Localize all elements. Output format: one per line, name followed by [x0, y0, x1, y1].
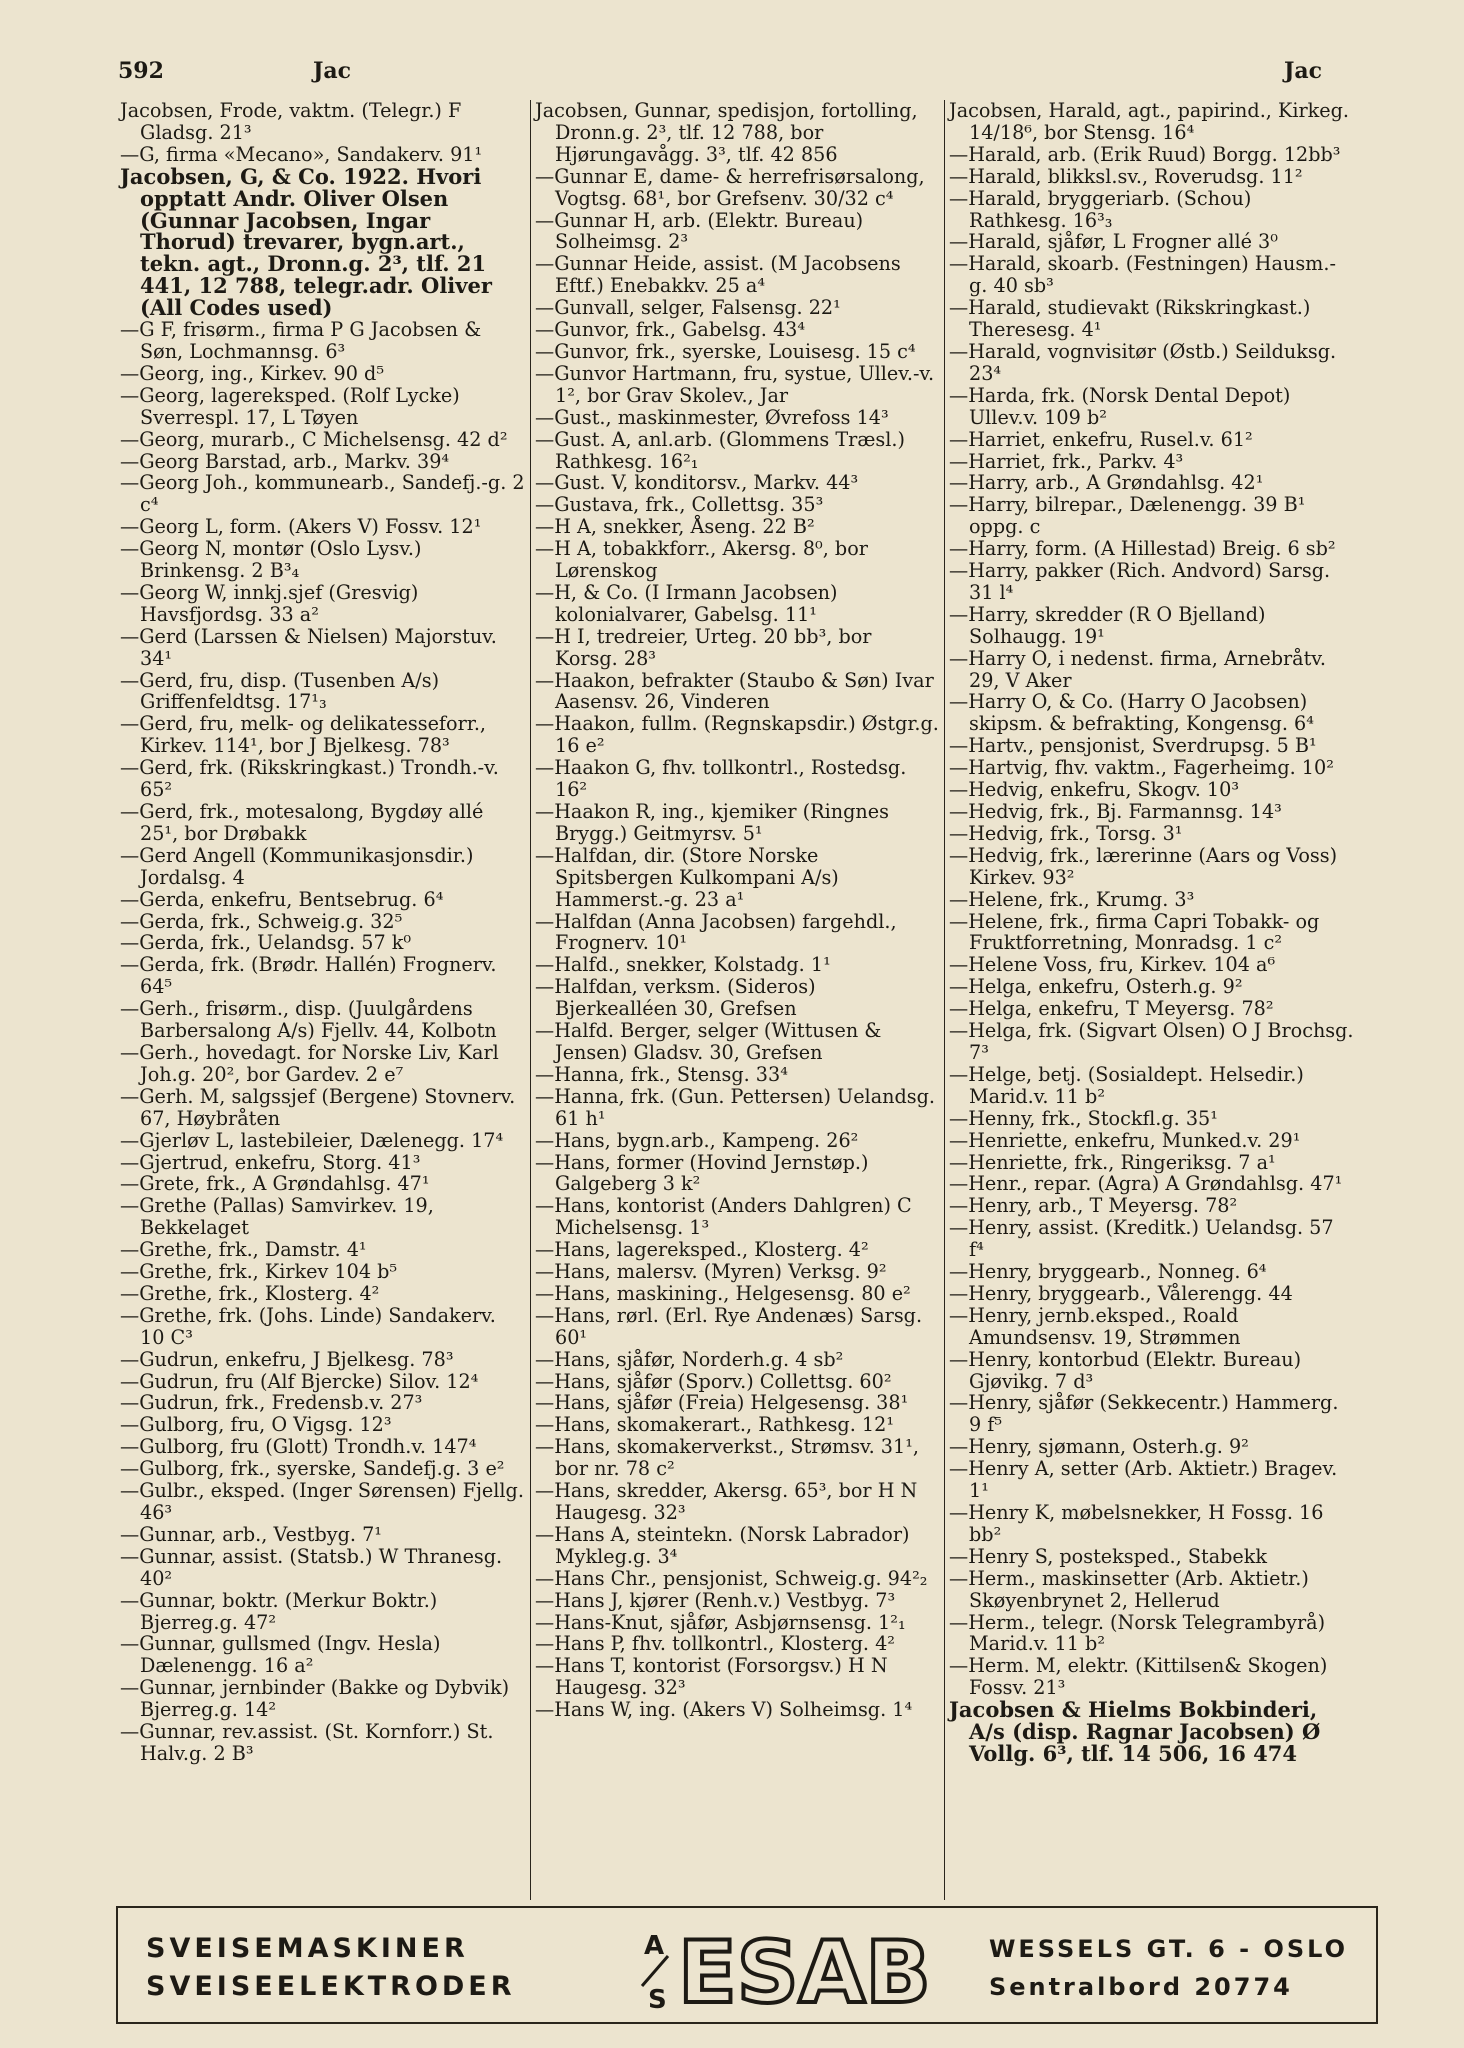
- directory-entry: —Helene Voss, fru, Kirkev. 104 a⁶: [949, 953, 1276, 977]
- directory-entry: —Helene, frk., Krumg. 3³: [949, 887, 1195, 911]
- advertisement-box: [116, 1906, 1378, 2024]
- directory-entry: —Harald, bryggeriarb. (Schou) Rathkesg. 16³₃: [949, 186, 1252, 232]
- directory-entry: —Hedvig, enkefru, Skogv. 10³: [949, 778, 1240, 802]
- directory-entry: —Hedvig, frk., Torsg. 3¹: [949, 821, 1183, 845]
- directory-entry: Jacobsen, Frode, vaktm. (Telegr.) F Gladsg. 21³: [120, 99, 462, 144]
- directory-entry: —Hanna, frk. (Gun. Pettersen) Uelandsg. 61 h¹: [535, 1084, 936, 1130]
- directory-entry: —Gunnar Heide, assist. (M Jacobsens Eftf.) Enebakkv. 25 a⁴: [535, 252, 901, 298]
- ad-phone-line: Sentralbord 20774: [988, 1973, 1293, 2001]
- directory-entry: —Grethe, frk., Klosterg. 4²: [120, 1281, 380, 1305]
- directory-entry: —Gerd Angell (Kommunikasjonsdir.) Jordalsg. 4: [120, 843, 474, 889]
- directory-entry: —Hartv., pensjonist, Sverdrupsg. 5 B¹: [949, 734, 1317, 758]
- directory-entry: —Gunnar H, arb. (Elektr. Bureau) Solheimsg. 2³: [535, 208, 864, 254]
- directory-entry: —Harald, blikksl.sv., Roverudsg. 11²: [949, 164, 1303, 188]
- directory-entry: —Georg L, form. (Akers V) Fossv. 12¹: [120, 515, 482, 539]
- directory-entry: —Harald, arb. (Erik Ruud) Borgg. 12bb³: [949, 142, 1341, 166]
- directory-entry: —Henry K, møbelsnekker, H Fossg. 16 bb²: [949, 1501, 1324, 1546]
- ad-product-line-2: SVEISEELEKTRODER: [146, 1971, 516, 2002]
- directory-entry: —Henry, jernb.eksped., Roald Amundsensv. 19, Strømmen: [949, 1303, 1241, 1349]
- directory-entry: —Haakon G, fhv. tollkontrl., Rostedsg. 16²: [535, 756, 907, 802]
- directory-entry: —Hans, maskining., Helgesensg. 80 e²: [535, 1281, 911, 1305]
- directory-entry: —Grethe, frk., Kirkev 104 b⁵: [120, 1260, 398, 1284]
- directory-entry: —Grethe, frk., Damstr. 4¹: [120, 1238, 367, 1262]
- directory-entry: —Helga, enkefru, T Meyersg. 78²: [949, 997, 1274, 1021]
- directory-entry: —Gust. A, anl.arb. (Glommens Træsl.) Rathkesg. 16²₁: [535, 427, 905, 473]
- directory-entry: —Gustava, frk., Collettsg. 35³: [535, 493, 824, 517]
- directory-entry: —Gunnar, jernbinder (Bakke og Dybvik) Bjerreg.g. 14²: [120, 1676, 510, 1722]
- directory-entry: —Hans J, kjører (Renh.v.) Vestbyg. 7³: [535, 1588, 896, 1612]
- directory-entry: —Gerd, frk., motesalong, Bygdøy allé 25¹, bor Drøbakk: [120, 800, 484, 845]
- directory-entry: —Gerh., hovedagt. for Norske Liv, Karl Joh.g. 20², bor Gardev. 2 e⁷: [120, 1040, 499, 1086]
- directory-entry: —Henny, frk., Stockfl.g. 35¹: [949, 1106, 1218, 1130]
- directory-entry: —Harda, frk. (Norsk Dental Depot) Ullev.v. 109 b²: [949, 383, 1291, 429]
- directory-entry: Jacobsen & Hielms Bokbinderi, A/s (disp. Ragnar Jacobsen) Ø Vollg. 6³, tlf. 14 506, 16 474: [949, 1697, 1321, 1766]
- page-header: [118, 58, 1398, 88]
- directory-entry: —Gerda, frk., Uelandsg. 57 k⁰: [120, 931, 412, 955]
- directory-entry: —Harry O, & Co. (Harry O Jacobsen) skipsm. & befrakting, Kongensg. 6⁴: [949, 690, 1314, 736]
- logo-as-bottom: S: [648, 1985, 667, 2015]
- directory-entry: —Harald, studievakt (Rikskringkast.) Theresesg. 4¹: [949, 296, 1311, 342]
- directory-entry: —Harald, skoarb. (Festningen) Hausm.-g. 40 sb³: [949, 252, 1336, 298]
- directory-entry: —Hans Chr., pensjonist, Schweig.g. 94²₂: [535, 1566, 928, 1590]
- directory-entry: —Hans, bygn.arb., Kampeng. 26²: [535, 1128, 859, 1152]
- directory-entry: —Henry, sjømann, Osterh.g. 9²: [949, 1435, 1249, 1459]
- directory-entry: —Hans, skomakerverkst., Strømsv. 31¹, bor nr. 78 c²: [535, 1435, 920, 1481]
- directory-entry: —Hedvig, frk., lærerinne (Aars og Voss) Kirkev. 93²: [949, 843, 1338, 889]
- directory-entry: —Harry, skredder (R O Bjelland) Solhaugg. 19¹: [949, 602, 1266, 648]
- directory-entry: —Gudrun, frk., Fredensb.v. 27³: [120, 1391, 423, 1415]
- directory-entry: —Harald, vognvisitør (Østb.) Seilduksg. 23⁴: [949, 339, 1337, 385]
- directory-entry: —Harry, pakker (Rich. Andvord) Sarsg. 31 l⁴: [949, 559, 1331, 604]
- directory-entry: —Hans, sjåfør, Norderh.g. 4 sb²: [535, 1347, 844, 1371]
- directory-entry: —Harriet, enkefru, Rusel.v. 61²: [949, 427, 1253, 451]
- column-1: [116, 100, 530, 1900]
- directory-entry: —Hans, former (Hovind Jernstøp.) Galgeberg 3 k²: [535, 1150, 869, 1196]
- directory-entry: —Henry A, setter (Arb. Aktietr.) Bragev. 1¹: [949, 1457, 1338, 1503]
- running-head-right: Jac: [1284, 58, 1323, 84]
- directory-entry: —Gulborg, frk., syerske, Sandefj.g. 3 e²: [120, 1457, 505, 1481]
- directory-entry: —Hans, skredder, Akersg. 65³, bor H N Haugesg. 32³: [535, 1479, 918, 1524]
- directory-entry: —Gudrun, fru (Alf Bjercke) Silov. 12⁴: [120, 1369, 479, 1393]
- directory-entry: —Henry, kontorbud (Elektr. Bureau) Gjøvikg. 7 d³: [949, 1347, 1302, 1393]
- directory-entry: —Helga, frk. (Sigvart Olsen) O J Brochsg. 7³: [949, 1019, 1354, 1064]
- directory-entry: —Gudrun, enkefru, J Bjelkesg. 78³: [120, 1347, 454, 1371]
- directory-entry: —Gunvor, frk., Gabelsg. 43⁴: [535, 318, 806, 342]
- directory-entry: —Henry, assist. (Kreditk.) Uelandsg. 57 f⁴: [949, 1216, 1334, 1262]
- directory-entry: —Hans-Knut, sjåfør, Asbjørnsensg. 1²₁: [535, 1610, 906, 1634]
- page-number: 592: [118, 58, 164, 84]
- directory-entry: —Halfd. Berger, selger (Wittusen & Jensen) Gladsv. 30, Grefsen: [535, 1019, 882, 1064]
- directory-entry: —Hanna, frk., Stensg. 33⁴: [535, 1062, 788, 1086]
- directory-entry: —H A, tobakkforr., Akersg. 8⁰, bor Lørenskog: [535, 537, 868, 583]
- directory-entry: —Hartvig, fhv. vaktm., Fagerheimg. 10²: [949, 756, 1334, 780]
- directory-entry: —Gerh. M, salgssjef (Bergene) Stovnerv. 67, Høybråten: [120, 1084, 516, 1130]
- directory-entry: Jacobsen, G, & Co. 1922. Hvori opptatt Andr. Oliver Olsen (Gunnar Jacobsen, Ingar Thorud) trevarer, bygn.art., tekn. agt., Dronn.g. 2³, tlf. 21 441, 12 788, telegr.adr. Oliver (All Codes used): [120, 163, 492, 321]
- directory-entry: —Gulborg, fru, O Vigsg. 12³: [120, 1413, 392, 1437]
- directory-entry: —H A, snekker, Åseng. 22 B²: [535, 515, 815, 539]
- directory-entry: —Gunnar, rev.assist. (St. Kornforr.) St. Halv.g. 2 B³: [120, 1720, 494, 1765]
- directory-entry: —Georg, murarb., C Michelsensg. 42 d²: [120, 427, 508, 451]
- directory-entry: —Georg Joh., kommunearb., Sandefj.-g. 2 c⁴: [120, 471, 525, 517]
- logo-as-top: A: [644, 1931, 665, 1961]
- directory-entry: —Gerd, fru, melk- og delikatesseforr., Kirkev. 114¹, bor J Bjelkesg. 78³: [120, 712, 487, 758]
- directory-entry: —Hans, sjåfør (Sporv.) Collettsg. 60²: [535, 1369, 892, 1393]
- directory-entry: —Grethe (Pallas) Samvirkev. 19, Bekkelaget: [120, 1194, 434, 1240]
- directory-entry: —Harry O, i nedenst. firma, Arnebråtv. 29, V Aker: [949, 646, 1326, 692]
- directory-entry: —Henry, bryggearb., Vålerengg. 44: [949, 1281, 1293, 1305]
- directory-entry: —Hans T, kontorist (Forsorgsv.) H N Haugesg. 32³: [535, 1654, 888, 1700]
- directory-entry: —Gerh., frisørm., disp. (Juulgårdens Barbersalong A/s) Fjellv. 44, Kolbotn: [120, 997, 497, 1043]
- directory-entry: —Gunnar, assist. (Statsb.) W Thranesg. 40²: [120, 1544, 503, 1590]
- directory-entry: Jacobsen, Harald, agt., papirind., Kirkeg. 14/18⁶, bor Stensg. 16⁴: [949, 99, 1349, 144]
- directory-entry: —Hans P, fhv. tollkontrl., Klosterg. 4²: [535, 1632, 895, 1656]
- directory-entry: —Harry, form. (A Hillestad) Breig. 6 sb²: [949, 537, 1336, 561]
- directory-entry: —Gerd, fru, disp. (Tusenben A/s) Griffenfeldtsg. 17¹₃: [120, 668, 440, 714]
- directory-entry: —Hans, malersv. (Myren) Verksg. 9²: [535, 1260, 887, 1284]
- ad-products: [146, 1930, 516, 2006]
- directory-entry: —Grete, frk., A Grøndahlsg. 47¹: [120, 1172, 430, 1196]
- directory-entry: —Henry, bryggearb., Nonneg. 6⁴: [949, 1260, 1267, 1284]
- directory-entry: —Gerd (Larssen & Nielsen) Majorstuv. 34¹: [120, 624, 497, 670]
- directory-entry: —Harry, arb., A Grøndahlsg. 42¹: [949, 471, 1264, 495]
- directory-entry: —Harald, sjåfør, L Frogner allé 3⁰: [949, 230, 1278, 254]
- ad-product-line-1: SVEISEMASKINER: [146, 1933, 469, 1964]
- directory-entry: —Helene, frk., firma Capri Tobakk- og Fruktforretning, Monradsg. 1 c²: [949, 909, 1320, 955]
- column-2: [530, 100, 944, 1900]
- running-head-left: Jac: [313, 58, 352, 84]
- directory-entry: —Herm., telegr. (Norsk Telegrambyrå) Marid.v. 11 b²: [949, 1610, 1326, 1656]
- ad-address: [989, 1930, 1348, 2006]
- directory-entry: —Hedvig, frk., Bj. Farmannsg. 14³: [949, 800, 1282, 823]
- directory-entry: —Georg W, innkj.sjef (Gresvig) Havsfjordsg. 33 a²: [120, 580, 419, 626]
- directory-entry: —Haakon R, ing., kjemiker (Ringnes Brygg.) Geitmyrsv. 5¹: [535, 800, 889, 845]
- directory-entry: —Haakon, befrakter (Staubo & Søn) Ivar Aasensv. 26, Vinderen: [535, 668, 934, 714]
- esab-logo: [638, 1916, 931, 2023]
- directory-entry: —Gulborg, fru (Glott) Trondh.v. 147⁴: [120, 1435, 477, 1459]
- directory-entry: —Gerda, frk. (Brødr. Hallén) Frognerv. 64⁵: [120, 953, 497, 999]
- directory-entry: —Gunnar, arb., Vestbyg. 7¹: [120, 1522, 382, 1546]
- directory-entry: —H, & Co. (I Irmann Jacobsen) kolonialvarer, Gabelsg. 11¹: [535, 580, 838, 626]
- directory-entry: —Gunvor, frk., syerske, Louisesg. 15 c⁴: [535, 339, 916, 363]
- ad-address-line: WESSELS GT. 6 - OSLO: [988, 1935, 1348, 1963]
- directory-entry: —Hans, lagereksped., Klosterg. 4²: [535, 1238, 869, 1262]
- directory-entry: —Georg, lagereksped. (Rolf Lycke) Sverrespl. 17, L Tøyen: [120, 383, 460, 429]
- directory-entry: —Hans W, ing. (Akers V) Solheimsg. 1⁴: [535, 1698, 913, 1722]
- directory-entry: —Gerd, frk. (Rikskringkast.) Trondh.-v. 65²: [120, 756, 499, 802]
- column-3: [944, 100, 1358, 1900]
- directory-entry: —G, firma «Mecano», Sandakerv. 91¹: [120, 142, 483, 166]
- directory-entry: —Henr., repar. (Agra) A Grøndahlsg. 47¹: [949, 1172, 1343, 1196]
- directory-entry: —Helga, enkefru, Osterh.g. 9²: [949, 975, 1243, 999]
- directory-entry: —Hans, rørl. (Erl. Rye Andenæs) Sarsg. 60¹: [535, 1303, 923, 1349]
- directory-entry: —Henriette, frk., Ringeriksg. 7 a¹: [949, 1150, 1276, 1174]
- directory-entry: —Harriet, frk., Parkv. 4³: [949, 449, 1184, 473]
- directory-entry: —Herm., maskinsetter (Arb. Aktietr.) Skøyenbrynet 2, Hellerud: [949, 1566, 1309, 1612]
- directory-entry: —Gjertrud, enkefru, Storg. 41³: [120, 1150, 421, 1174]
- directory-entry: —H I, tredreier, Urteg. 20 bb³, bor Korsg. 28³: [535, 624, 872, 670]
- directory-entry: —Henry, arb., T Meyersg. 78²: [949, 1194, 1238, 1218]
- directory-entry: —Gust. V, konditorsv., Markv. 44³: [535, 471, 859, 495]
- directory-entry: —Gerda, frk., Schweig.g. 32⁵: [120, 909, 403, 933]
- directory-entry: —Herm. M, elektr. (Kittilsen& Skogen) Fossv. 21³: [949, 1654, 1328, 1700]
- directory-entry: —Gjerløv L, lastebileier, Dælenegg. 17⁴: [120, 1128, 504, 1152]
- directory-entry: —Gunnar E, dame- & herrefrisørsalong, Vogtsg. 68¹, bor Grefsenv. 30/32 c⁴: [535, 164, 925, 210]
- directory-columns: [116, 100, 1378, 1900]
- directory-entry: —Gunnar, gullsmed (Ingv. Hesla) Dælenengg. 16 a²: [120, 1632, 441, 1678]
- directory-entry: —Halfd., snekker, Kolstadg. 1¹: [535, 953, 831, 977]
- directory-entry: —Gerda, enkefru, Bentsebrug. 6⁴: [120, 887, 444, 911]
- directory-entry: —Hans A, steintekn. (Norsk Labrador) Mykleg.g. 3⁴: [535, 1522, 910, 1568]
- directory-entry: —Gunvall, selger, Falsensg. 22¹: [535, 296, 841, 320]
- directory-entry: —Helge, betj. (Sosialdept. Helsedir.) Marid.v. 11 b²: [949, 1062, 1304, 1108]
- directory-entry: —Henry S, posteksped., Stabekk: [949, 1544, 1268, 1568]
- logo-esab-text: ESAB: [678, 1923, 931, 2023]
- directory-entry: —Henry, sjåfør (Sekkecentr.) Hammerg. 9 f⁵: [949, 1391, 1339, 1437]
- directory-entry: —G F, frisørm., firma P G Jacobsen & Søn, Lochmannsg. 6³: [120, 318, 482, 363]
- directory-entry: —Henriette, enkefru, Munked.v. 29¹: [949, 1128, 1301, 1152]
- directory-entry: —Gunvor Hartmann, fru, systue, Ullev.-v. 1², bor Grav Skolev., Jar: [535, 361, 935, 407]
- directory-entry: —Georg N, montør (Oslo Lysv.) Brinkensg. 2 B³₄: [120, 537, 422, 583]
- directory-entry: —Gust., maskinmester, Øvrefoss 14³: [535, 405, 889, 429]
- directory-entry: —Halfdan, verksm. (Sideros) Bjerkealléen 30, Grefsen: [535, 975, 816, 1021]
- directory-entry: —Hans, sjåfør (Freia) Helgesensg. 38¹: [535, 1391, 909, 1415]
- directory-entry: —Halfdan (Anna Jacobsen) fargehdl., Frognerv. 10¹: [535, 909, 897, 955]
- directory-entry: —Harry, bilrepar., Dælenengg. 39 B¹ oppg. c: [949, 493, 1306, 539]
- directory-entry: —Haakon, fullm. (Regnskapsdir.) Østgr.g. 16 e²: [535, 712, 939, 758]
- directory-entry: —Gunnar, boktr. (Merkur Boktr.) Bjerreg.g. 47²: [120, 1588, 438, 1634]
- directory-entry: —Hans, kontorist (Anders Dahlgren) C Michelsensg. 1³: [535, 1194, 912, 1240]
- directory-entry: —Grethe, frk. (Johs. Linde) Sandakerv. 10 C³: [120, 1303, 496, 1349]
- directory-entry: —Georg, ing., Kirkev. 90 d⁵: [120, 361, 385, 385]
- directory-entry: —Gulbr., eksped. (Inger Sørensen) Fjellg. 46³: [120, 1479, 524, 1524]
- directory-entry: —Halfdan, dir. (Store Norske Spitsbergen Kulkompani A/s) Hammerst.-g. 23 a¹: [535, 843, 839, 911]
- directory-entry: —Georg Barstad, arb., Markv. 39⁴: [120, 449, 450, 473]
- directory-entry: —Hans, skomakerart., Rathkesg. 12¹: [535, 1413, 895, 1437]
- directory-entry: Jacobsen, Gunnar, spedisjon, fortolling, Dronn.g. 2³, tlf. 12 788, bor Hjørungavågg. 3³, tlf. 42 856: [535, 99, 918, 166]
